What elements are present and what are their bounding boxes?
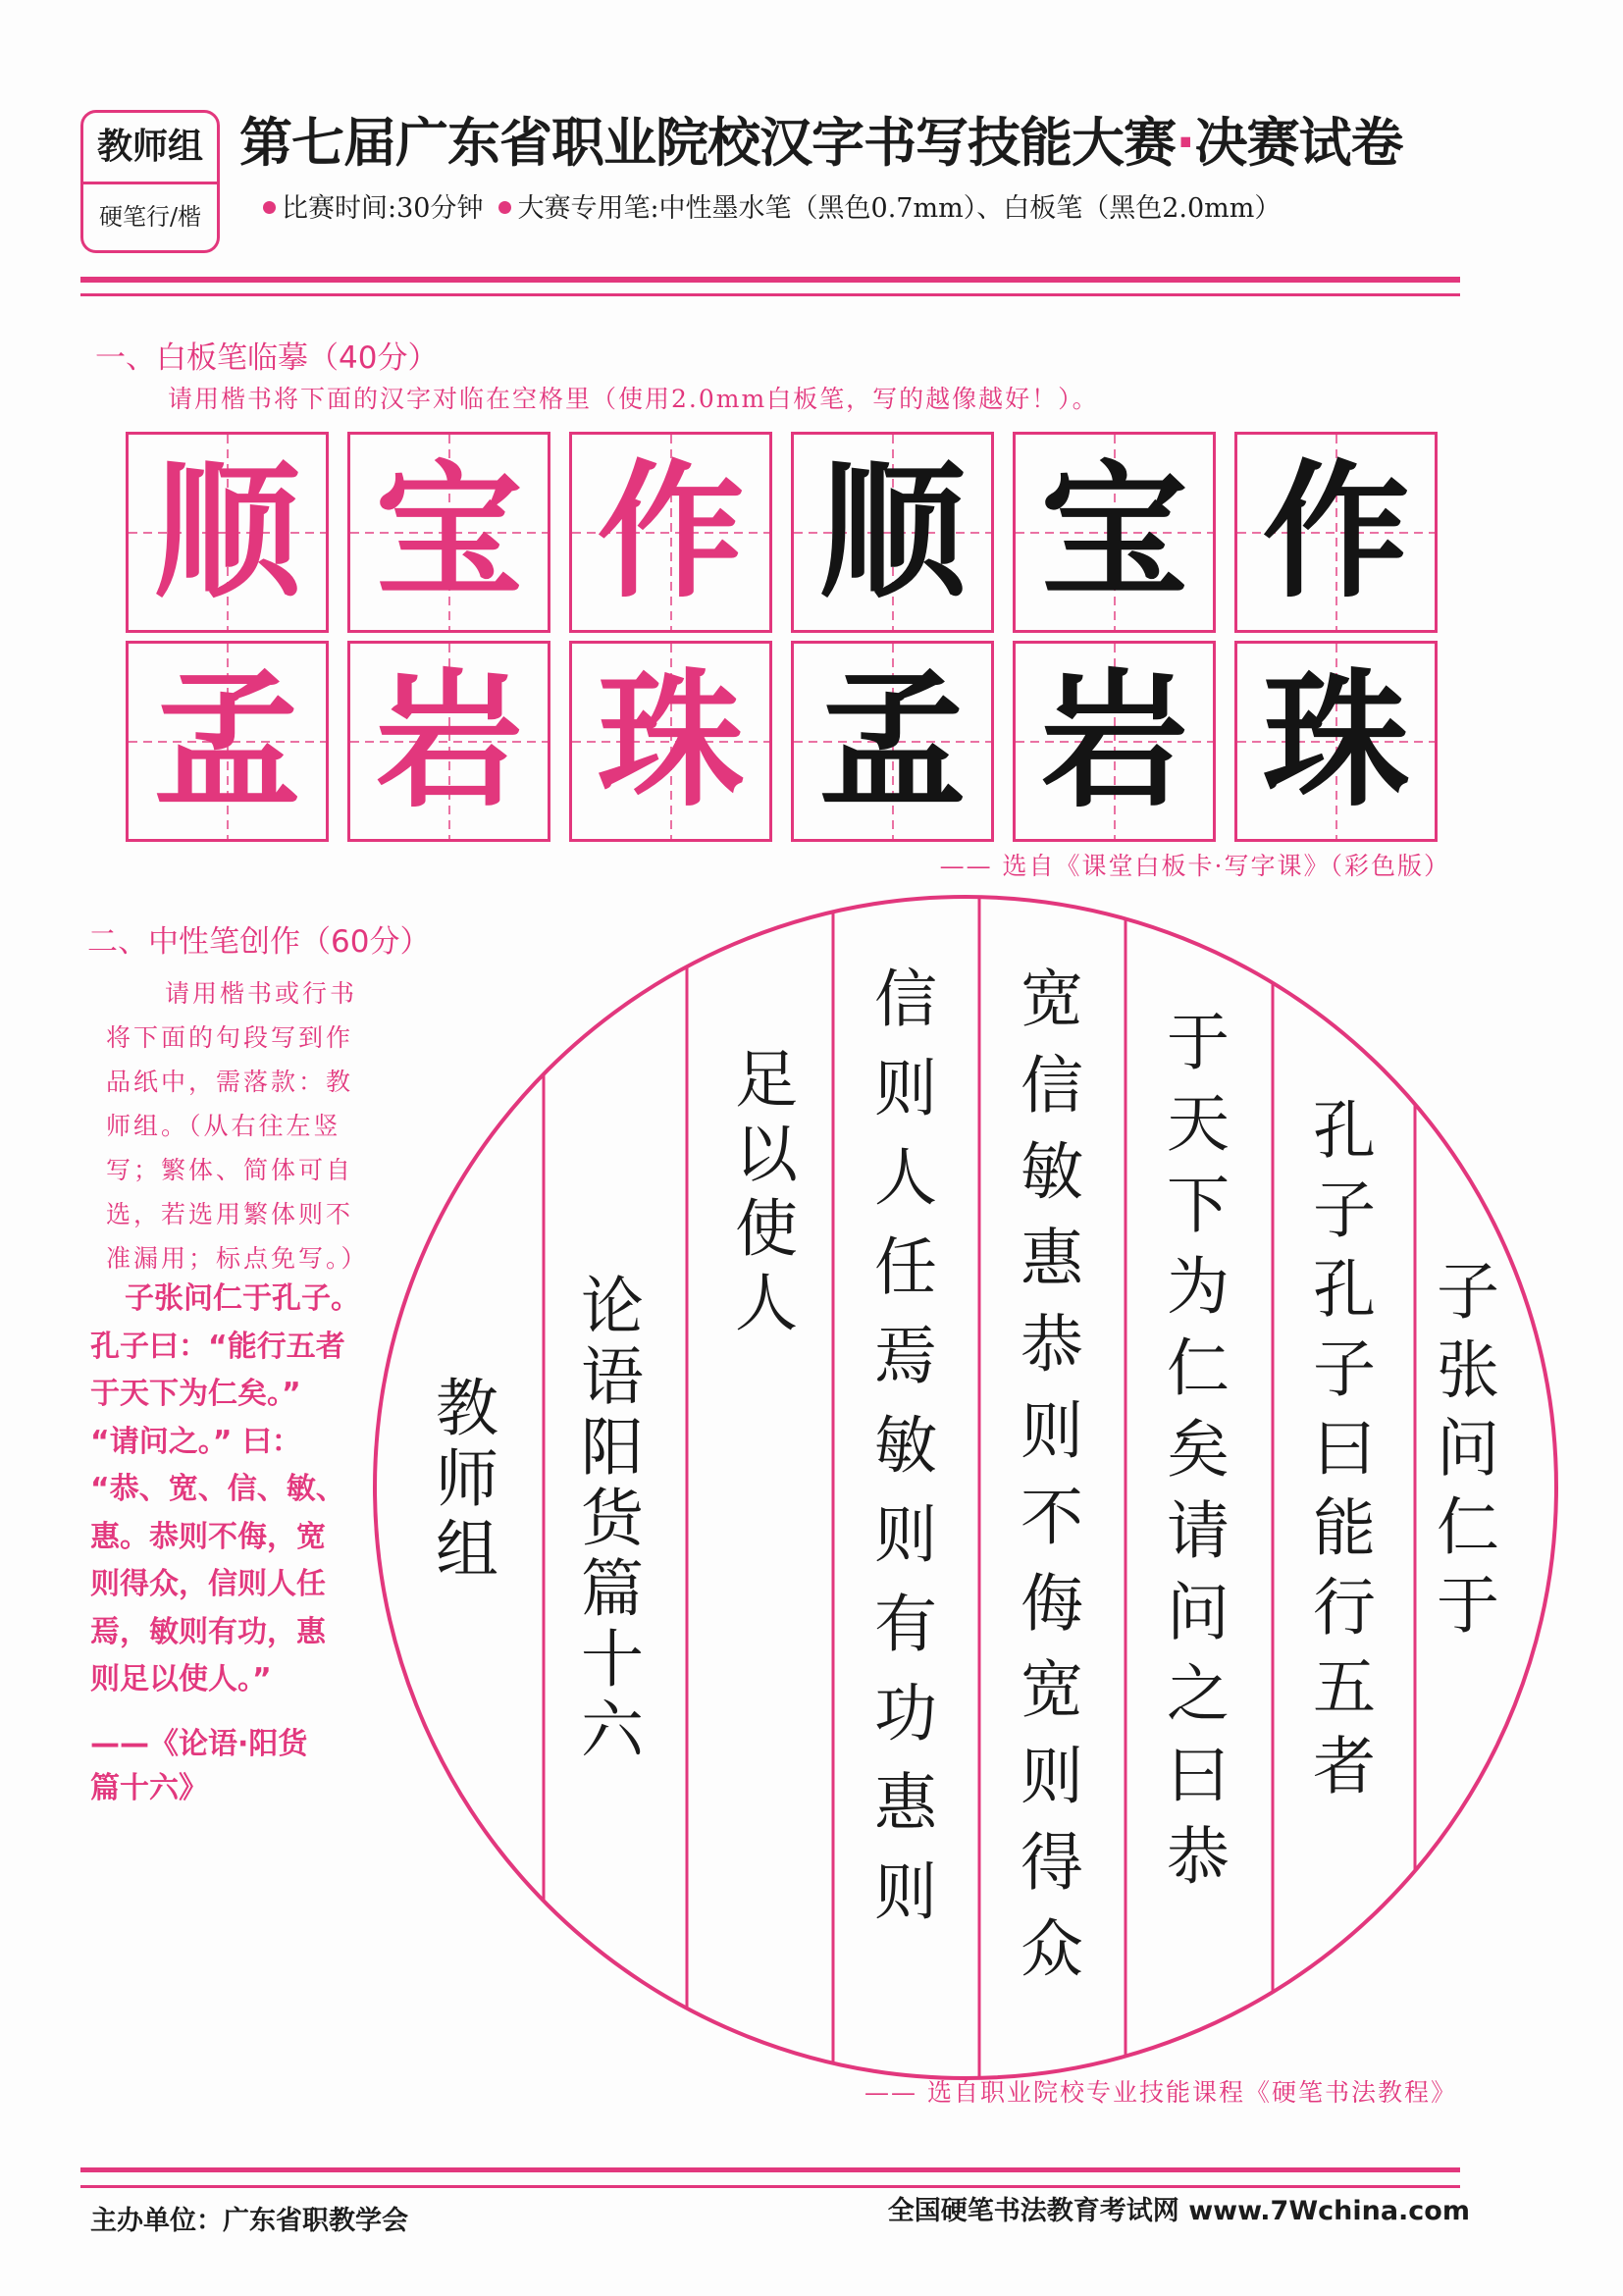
footer-rule-thick — [80, 2167, 1460, 2172]
handwritten-signature-group: 教师组 — [425, 1375, 497, 1587]
model-char-cell: 作 — [569, 432, 772, 633]
written-char-cell: 岩 — [1013, 641, 1216, 842]
model-char-cell: 岩 — [347, 641, 550, 842]
citation-line: 篇十六》 — [90, 1771, 208, 1805]
written-char-cell: 珠 — [1234, 641, 1438, 842]
page-title — [239, 110, 1403, 177]
exam-info — [263, 190, 1281, 228]
column-rules — [544, 893, 1415, 2082]
instruction-line: 准漏用；标点免写。） — [106, 1244, 369, 1273]
title-main: 第七届广东省职业院校汉字书写技能大赛 — [239, 112, 1176, 174]
circle-composition-paper — [371, 893, 1560, 2082]
passage-line: “恭、宽、信、敏、 — [90, 1472, 345, 1506]
category-label: 硬笔行/楷 — [98, 203, 202, 231]
group-badge — [80, 110, 220, 253]
info-pens: 大赛专用笔:中性墨水笔（黑色0.7mm）、白板笔（黑色2.0mm） — [517, 193, 1282, 224]
model-char-cell: 孟 — [126, 641, 329, 842]
circle-border — [375, 897, 1556, 2078]
passage-citation — [90, 1722, 307, 1810]
handwritten-signature-source: 论语阳货篇十六 — [570, 1273, 643, 1767]
written-char-cell: 孟 — [791, 641, 994, 842]
handwritten-column: 于天下为仁矣请问之曰恭 — [1156, 1009, 1229, 1905]
section2-source: —— 选自职业院校专业技能课程《硬笔书法教程》 — [864, 2078, 1457, 2107]
passage-line: 于天下为仁矣。” — [90, 1377, 301, 1411]
footer-rule-thin — [80, 2185, 1460, 2188]
instruction-line: 请用楷书或行书 — [165, 979, 358, 1008]
header-rule-thick — [80, 277, 1460, 283]
website-label: 全国硬笔书法教育考试网 www.7Wchina.com — [887, 2196, 1470, 2226]
info-time: 比赛时间:30分钟 — [282, 193, 484, 224]
title-separator: · — [1176, 112, 1195, 174]
passage-line: “请问之。” 曰： — [90, 1424, 301, 1459]
model-char-cell: 宝 — [347, 432, 550, 633]
passage-line: 子张问仁于孔子。 — [125, 1281, 360, 1316]
section2-heading: 二、中性笔创作（60分） — [87, 924, 431, 960]
section2-instruction — [106, 971, 369, 1280]
section1-heading: 一、白板笔临摹（40分） — [95, 340, 439, 376]
instruction-line: 选，若选用繁体则不 — [106, 1200, 354, 1228]
header-rule-thin — [80, 293, 1460, 296]
title-suffix: 决赛试卷 — [1194, 112, 1403, 174]
citation-line: ——《论语·阳货 — [90, 1727, 308, 1761]
group-label: 教师组 — [83, 113, 217, 184]
organizer-label: 主办单位：广东省职教学会 — [90, 2206, 408, 2236]
passage-line: 则足以使人。” — [90, 1662, 272, 1696]
handwritten-column: 子张问仁于 — [1426, 1258, 1498, 1650]
instruction-line: 品纸中，需落款：教 — [106, 1068, 354, 1096]
section1-source: —— 选自《课堂白板卡·写字课》（彩色版） — [939, 852, 1450, 880]
passage-line: 孔子曰：“能行五者 — [90, 1329, 345, 1364]
bullet-dot-icon — [498, 201, 511, 214]
written-char-cell: 宝 — [1013, 432, 1216, 633]
handwritten-column: 宽信敏惠恭则不侮宽则得众 — [1010, 965, 1082, 2002]
source-passage — [90, 1276, 360, 1704]
passage-line: 则得众，信则人任 — [90, 1567, 326, 1601]
handwritten-column: 孔子孔子曰能行五者 — [1302, 1097, 1375, 1812]
written-char-cell: 顺 — [791, 432, 994, 633]
section1-instruction: 请用楷书将下面的汉字对临在空格里（使用2.0mm白板笔，写的越像越好！）。 — [168, 385, 1099, 413]
passage-line: 焉，敏则有功，惠 — [90, 1614, 326, 1649]
model-char-cell: 顺 — [126, 432, 329, 633]
handwritten-column: 信则人任焉敏则有功惠则 — [864, 965, 936, 1948]
passage-line: 惠。恭则不侮，宽 — [90, 1519, 326, 1554]
instruction-line: 将下面的句段写到作 — [106, 1023, 354, 1052]
instruction-line: 师组。（从右往左竖 — [106, 1112, 341, 1140]
model-char-cell: 珠 — [569, 641, 772, 842]
handwritten-column: 足以使人 — [724, 1046, 797, 1344]
bullet-dot-icon — [263, 201, 276, 214]
written-char-cell: 作 — [1234, 432, 1438, 633]
practice-grid — [126, 432, 1438, 842]
instruction-line: 写；繁体、简体可自 — [106, 1156, 354, 1184]
